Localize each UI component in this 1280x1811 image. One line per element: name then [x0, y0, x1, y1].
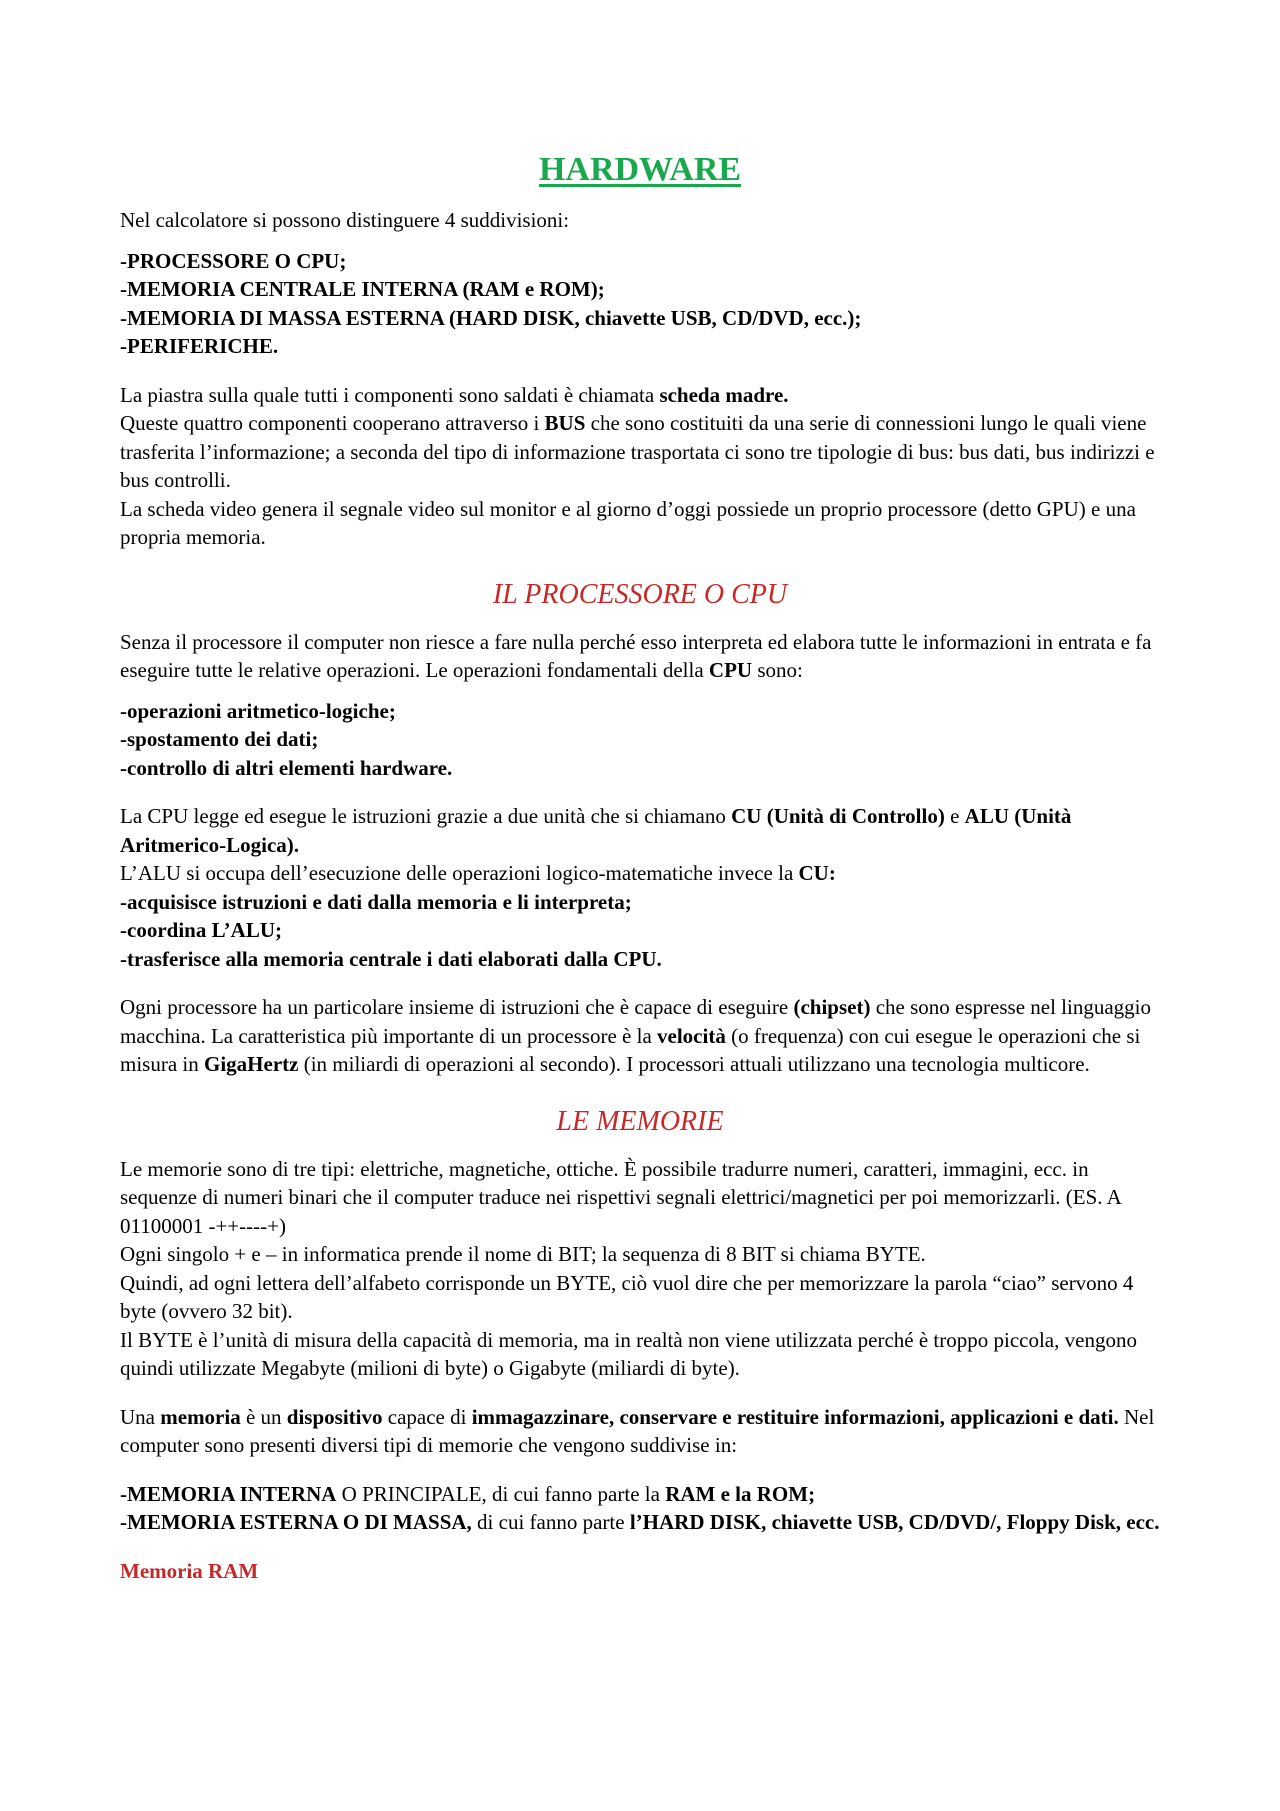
heading-cpu: IL PROCESSORE O CPU [492, 578, 788, 610]
memorie-paragraph-bit: Ogni singolo + e – in informatica prende il nome di BIT; la sequenza di 8 BIT si chiama BYTE. [120, 1242, 926, 1266]
chipset-paragraph: Ogni processore ha un particolare insieme di istruzioni che è capace di eseguire (chipset) che sono espresse nel linguaggio macchina. La caratteristica più importante di un processore è la velocità (o frequenza) con cui esegue le operazioni che si misura in GigaHertz (in miliardi di operazioni al secondo). I processori attuali utilizzano una tecnologia multicore. [120, 995, 1152, 1076]
division-item: -PERIFERICHE. [120, 334, 279, 358]
cpu-operation-item: -operazioni aritmetico-logiche; [120, 698, 396, 723]
cu-task-item: -acquisisce istruzioni e dati dalla memoria e li interpreta; [120, 889, 632, 914]
division-item: -MEMORIA DI MASSA ESTERNA (HARD DISK, chiavette USB, CD/DVD, ecc.); [120, 305, 862, 330]
cu-alu-paragraph: La CPU legge ed esegue le istruzioni grazie a due unità che si chiamano CU (Unità di Controllo) e ALU (Unità Aritmerico-Logica). [120, 804, 1072, 857]
cpu-operation-item: -spostamento dei dati; [120, 727, 319, 751]
memoria-esterna-item: -MEMORIA ESTERNA O DI MASSA, di cui fanno parte l’HARD DISK, chiavette USB, CD/DVD/, Floppy Disk, ecc. [120, 1510, 1160, 1534]
bus-paragraph: Queste quattro componenti cooperano attraverso i BUS che sono costituiti da una serie di connessioni lungo le quali viene trasferita l’informazione; a seconda del tipo di informazione trasportata ci sono tre tipologie di bus: bus dati, bus indirizzi e bus controlli. [120, 411, 1155, 492]
memoria-definition-paragraph: Una memoria è un dispositivo capace di immagazzinare, conservare e restituire informazioni, applicazioni e dati. Nel computer sono presenti diversi tipi di memorie che vengono suddivise in: [120, 1404, 1155, 1457]
cu-tasks-list [120, 888, 1160, 974]
scheda-madre-paragraph: La piastra sulla quale tutti i componenti sono saldati è chiamata scheda madre. [120, 382, 789, 407]
cpu-paragraph: Senza il processore il computer non riesce a fare nulla perché esso interpreta ed elabora tutte le informazioni in entrata e fa eseguire tutte le relative operazioni. Le operazioni fondamentali della CPU sono: [120, 629, 1152, 682]
document-body [120, 150, 1160, 1585]
division-item: -MEMORIA CENTRALE INTERNA (RAM e ROM); [120, 277, 605, 301]
memorie-paragraph-units: Il BYTE è l’unità di misura della capacità di memoria, ma in realtà non viene utilizzata perché è troppo piccola, vengono quindi utilizzate Megabyte (milioni di byte) o Gigabyte (miliardi di byte). [120, 1327, 1137, 1380]
intro-paragraph: Nel calcolatore si possono distinguere 4 suddivisioni: [120, 208, 570, 232]
page-title: HARDWARE [538, 151, 742, 188]
video-paragraph: La scheda video genera il segnale video sul monitor e al giorno d’oggi possiede un proprio processore (detto GPU) e una propria memoria. [120, 496, 1136, 549]
memoria-interna-item: -MEMORIA INTERNA O PRINCIPALE, di cui fanno parte la RAM e la ROM; [120, 1481, 816, 1506]
heading-memoria-ram: Memoria RAM [120, 1558, 259, 1583]
memorie-paragraph-types: Le memorie sono di tre tipi: elettriche, magnetiche, ottiche. È possibile tradurre numeri, caratteri, immagini, ecc. in sequenze di numeri binari che il computer traduce nei rispettivi segnali elettrici/magnetici per poi memorizzarli. (ES. A 01100001 -++----+) [120, 1156, 1121, 1238]
divisions-list [120, 247, 1160, 361]
cu-task-item: -coordina L’ALU; [120, 918, 282, 942]
division-item: -PROCESSORE O CPU; [120, 248, 347, 273]
cpu-operations-list [120, 697, 1160, 783]
memorie-paragraph-byte: Quindi, ad ogni lettera dell’alfabeto corrisponde un BYTE, ciò vuol dire che per memorizzare la parola “ciao” servono 4 byte (ovvero 32 bit). [120, 1270, 1134, 1323]
heading-memorie: LE MEMORIE [556, 1105, 724, 1137]
cu-task-item: -trasferisce alla memoria centrale i dati elaborati dalla CPU. [120, 946, 662, 971]
cpu-operation-item: -controllo di altri elementi hardware. [120, 755, 453, 780]
alu-paragraph: L’ALU si occupa dell’esecuzione delle operazioni logico-matematiche invece la CU: [120, 861, 836, 885]
